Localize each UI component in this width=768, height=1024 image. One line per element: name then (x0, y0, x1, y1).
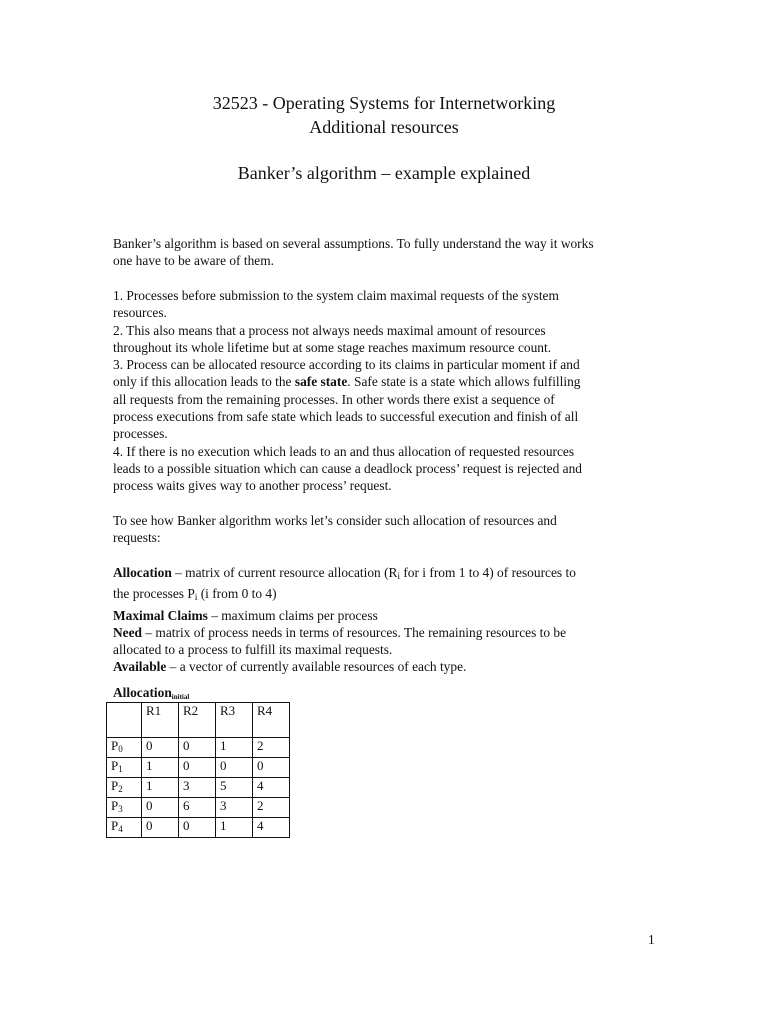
intro-line: one have to be aware of them. (113, 253, 274, 269)
process-letter: P (111, 818, 119, 833)
value-cell: 2 (253, 738, 290, 758)
assumption-line: throughout its whole lifetime but at some stage reaches maximum resource count. (113, 339, 552, 355)
allocation-table-caption (113, 685, 189, 701)
topic-title: Banker’s algorithm – example explained (237, 163, 531, 183)
text-run: the processes P (113, 586, 195, 602)
process-index: 1 (118, 764, 123, 774)
process-letter: P (111, 758, 119, 773)
example-intro-line: requests: (113, 530, 161, 546)
assumption-line: process waits gives way to another process’ request. (113, 478, 392, 494)
intro-paragraph (113, 235, 658, 270)
assumption-line: resources. (113, 305, 167, 321)
process-cell (107, 778, 142, 798)
assumption-line: 4. If there is no execution which leads to an and thus allocation of requested resources (113, 443, 575, 459)
process-letter: P (111, 778, 119, 793)
text-run: only if this allocation leads to the (113, 374, 295, 390)
value-cell: 2 (253, 798, 290, 818)
value-cell: 4 (253, 818, 290, 838)
value-cell: 4 (253, 778, 290, 798)
available-definition (113, 658, 658, 675)
value-cell: 0 (253, 758, 290, 778)
allocation-definition (113, 564, 658, 585)
value-cell: 0 (179, 758, 216, 778)
text-run: (i from 0 to 4) (197, 586, 277, 602)
assumption-line: 3. Process can be allocated resource according to its claims in particular moment if and (113, 357, 580, 373)
page-number: 1 (648, 932, 655, 947)
process-index: 0 (118, 744, 123, 754)
value-cell: 1 (216, 818, 253, 838)
value-cell: 6 (179, 798, 216, 818)
table-row (107, 798, 290, 818)
text-run: for i from 1 to 4) of resources to (400, 565, 576, 580)
subscript: i (397, 571, 400, 581)
value-cell: 5 (216, 778, 253, 798)
definitions-list (113, 564, 658, 676)
value-cell: 3 (179, 778, 216, 798)
allocation-term: Allocation (113, 565, 172, 580)
safe-state-term: safe state (294, 374, 348, 390)
value-cell: 1 (216, 738, 253, 758)
example-intro-paragraph (113, 512, 658, 547)
process-cell (107, 818, 142, 838)
text-run: – matrix of process needs in terms of resources. The remaining resources to be (142, 624, 567, 640)
subscript: i (194, 592, 198, 603)
value-cell: 0 (142, 738, 179, 758)
available-term: Available (113, 659, 167, 675)
need-definition (113, 624, 658, 641)
assumption-line: all requests from the remaining processes. In other words there exist a sequence of (113, 391, 555, 407)
need-term: Need (113, 624, 143, 640)
text-run: – a vector of currently available resources of each type. (166, 659, 467, 675)
process-index: 4 (118, 824, 123, 834)
max-claims-term: Maximal Claims (113, 607, 208, 623)
process-cell (107, 738, 142, 758)
assumption-line (113, 373, 658, 390)
document-subtitle: Additional resources (309, 117, 459, 137)
assumption-line: process executions from safe state which leads to successful execution and finish of all (113, 409, 579, 425)
value-cell: 1 (142, 758, 179, 778)
value-cell: 3 (216, 798, 253, 818)
value-cell: 0 (179, 818, 216, 838)
header-cell: R4 (253, 703, 290, 738)
process-index: 2 (118, 784, 123, 794)
table-row (107, 818, 290, 838)
text-run: – matrix of current resource allocation (R (171, 565, 398, 580)
table-row (107, 758, 290, 778)
table-header-row (107, 703, 290, 738)
value-cell: 0 (179, 738, 216, 758)
caption-subscript: initial (171, 693, 190, 701)
assumption-line: 1. Processes before submission to the system claim maximal requests of the system (113, 288, 559, 303)
value-cell: 0 (142, 798, 179, 818)
max-claims-definition (113, 607, 658, 624)
process-cell (107, 758, 142, 778)
allocation-table (106, 702, 290, 838)
text-run: – maximum claims per process (207, 607, 378, 623)
process-letter: P (111, 738, 119, 753)
need-definition-cont: allocated to a process to fulfill its maximal requests. (113, 642, 393, 658)
header-cell: R1 (142, 703, 179, 738)
assumptions-list (113, 287, 658, 495)
value-cell: 0 (216, 758, 253, 778)
caption-text: Allocation (113, 685, 172, 700)
example-intro-line: To see how Banker algorithm works let’s consider such allocation of resources and (113, 513, 557, 528)
process-index: 3 (118, 804, 123, 814)
text-run: . Safe state is a state which allows fulfilling (347, 374, 581, 390)
assumption-line: 2. This also means that a process not always needs maximal amount of resources (113, 322, 546, 338)
value-cell: 1 (142, 778, 179, 798)
process-letter: P (111, 798, 119, 813)
table-row (107, 738, 290, 758)
header-cell (107, 703, 142, 738)
table-row (107, 778, 290, 798)
course-title: 32523 - Operating Systems for Internetworking (212, 93, 556, 113)
assumption-line: processes. (113, 426, 168, 442)
header-cell: R2 (179, 703, 216, 738)
value-cell: 0 (142, 818, 179, 838)
intro-line: Banker’s algorithm is based on several assumptions. To fully understand the way it works (113, 236, 594, 251)
allocation-definition-cont (113, 585, 658, 606)
process-cell (107, 798, 142, 818)
header-cell: R3 (216, 703, 253, 738)
assumption-line: leads to a possible situation which can cause a deadlock process’ request is rejected and (113, 460, 582, 476)
